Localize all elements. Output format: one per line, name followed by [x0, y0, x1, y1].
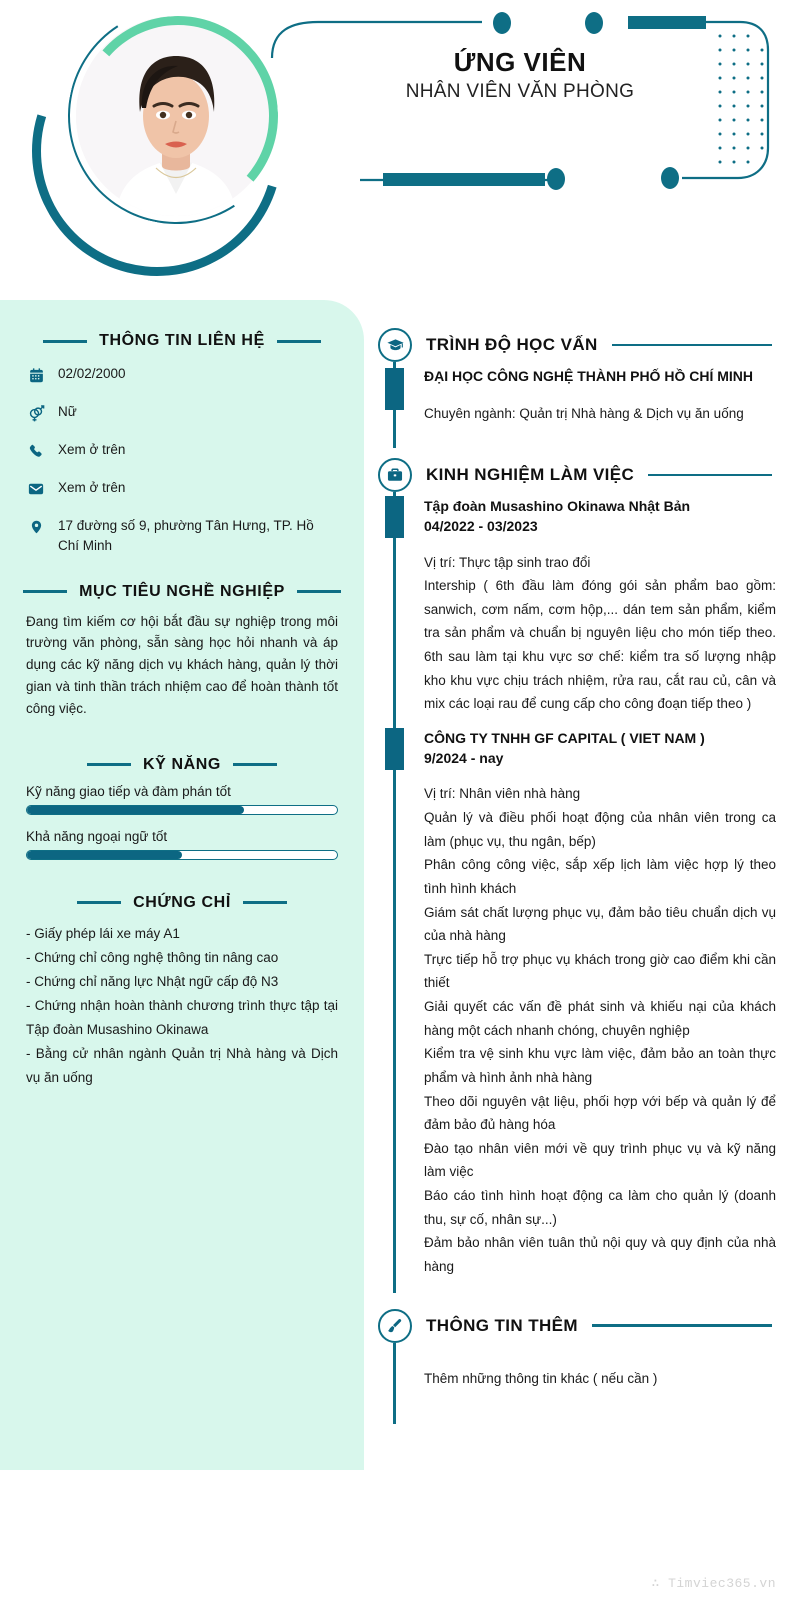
skills-heading-label: KỸ NĂNG [143, 755, 221, 773]
heading-rule [648, 474, 772, 477]
heading-rule-right [243, 901, 287, 904]
skill-label: Kỹ năng giao tiếp và đàm phán tốt [26, 783, 231, 799]
list-item: - Chứng chỉ năng lực Nhật ngữ cấp độ N3 [26, 973, 279, 989]
contact-heading-label: THÔNG TIN LIÊN HỆ [99, 332, 265, 349]
experience-heading [378, 458, 776, 492]
skill-progress-fill [27, 851, 182, 859]
contact-section-heading [26, 332, 338, 350]
skill-progress-track [26, 805, 338, 815]
job-company: CÔNG TY TNHH GF CAPITAL ( VIET NAM ) [424, 729, 705, 746]
email-icon [26, 479, 46, 499]
list-item: - Bằng cử nhân ngành Quản trị Nhà hàng và Dịch vụ ăn uống [26, 1045, 338, 1085]
page-title: ỨNG VIÊN [453, 47, 587, 77]
heading-rule-right [233, 763, 277, 766]
objective-section-heading [26, 583, 338, 601]
job-line: Đảm bảo nhân viên tuân thủ nội quy và quy định của nhà hàng [424, 1235, 776, 1274]
contact-value-gender: Nữ [58, 404, 77, 419]
heading-rule-left [87, 763, 131, 766]
job-description [424, 551, 776, 716]
job-date: 9/2024 - nay [424, 750, 504, 767]
objective-heading-label: MỤC TIÊU NGHỀ NGHIỆP [79, 582, 285, 600]
main-column [376, 300, 800, 1424]
education-timeline [376, 362, 776, 448]
experience-job-1 [376, 492, 776, 724]
additional-text: Thêm những thông tin khác ( nếu cần ) [424, 1370, 658, 1386]
phone-icon [26, 441, 46, 461]
heading-rule-left [23, 590, 67, 593]
skills-section-heading [26, 756, 338, 774]
job-line: Giải quyết các vấn đề phát sinh và khiếu nại của khách hàng một cách nhanh chóng, chuyên nghiệp [424, 999, 776, 1038]
heading-rule-left [43, 340, 87, 343]
education-heading [378, 328, 776, 362]
education-major: Chuyên ngành: Quản trị Nhà hàng & Dịch vụ ăn uống [424, 406, 744, 422]
section-experience [376, 458, 776, 1293]
job-description [424, 782, 776, 1278]
cv-header [0, 0, 800, 300]
certificates-list [26, 922, 338, 1090]
heading-rule [592, 1324, 772, 1327]
skill-progress-fill [27, 806, 244, 814]
contact-item-birthdate [26, 364, 338, 385]
job-line: Đào tạo nhân viên mới về quy trình phục vụ và kỹ năng làm việc [424, 1140, 776, 1180]
cv-body [0, 300, 800, 1605]
job-line: Kiểm tra vệ sinh khu vực làm việc, đảm bảo an toàn thực phẩm và hình ảnh nhà hàng [424, 1046, 776, 1085]
timeline-rail [393, 1343, 396, 1425]
timeline-marker [385, 496, 404, 538]
job-line: Báo cáo tình hình hoạt động ca làm cho quản lý (doanh thu, sự cố, nhân sự...) [424, 1188, 776, 1227]
contact-item-address [26, 516, 338, 557]
timeline-rail [393, 724, 396, 1293]
section-education [376, 328, 776, 448]
skill-progress-track [26, 850, 338, 860]
education-school: ĐẠI HỌC CÔNG NGHỆ THÀNH PHỐ HỒ CHÍ MINH [424, 368, 753, 384]
job-line: Intership ( 6th đầu làm đóng gói sản phẩm bao gồm: sanwich, cơm nấm, cơm hộp,... dán tem sản phẩm, kiểm tra sản phẩm và chuẩn bị nguyên liệu cho món tiếp theo. 6th sau làm tại khu vực sơ chế: kiểm tra số lượng nhập kho khu vực chịu trách nhiệm, rửa rau, cắt rau củ, cân và mix các loại rau để cung cấp cho công đoạn tiếp theo ) [424, 578, 776, 712]
additional-timeline [376, 1343, 776, 1425]
contact-value-phone: Xem ở trên [58, 442, 126, 457]
skill-item [26, 829, 338, 860]
contact-item-gender [26, 402, 338, 423]
certificates-heading-label: CHỨNG CHỈ [133, 893, 231, 911]
heading-rule-right [277, 340, 321, 343]
list-item: - Chứng chỉ công nghệ thông tin nâng cao [26, 949, 279, 965]
job-line: Giám sát chất lượng phục vụ, đảm bảo tiêu chuẩn dịch vụ của nhà hàng [424, 904, 776, 944]
gender-icon [26, 403, 46, 423]
calendar-icon [26, 365, 46, 385]
skill-item [26, 784, 338, 815]
sidebar [0, 300, 364, 1470]
list-item: - Chứng nhận hoàn thành chương trình thực tập tại Tập đoàn Musashino Okinawa [26, 997, 338, 1037]
job-line: Trực tiếp hỗ trợ phục vụ khách trong giờ cao điểm khi cần thiết [424, 951, 776, 991]
experience-heading-label: KINH NGHIỆM LÀM VIỆC [426, 464, 635, 484]
list-item: - Giấy phép lái xe máy A1 [26, 925, 180, 941]
header-decoration [250, 0, 800, 210]
certificates-section-heading [26, 894, 338, 912]
page-subtitle: NHÂN VIÊN VĂN PHÒNG [405, 80, 635, 102]
heading-rule [612, 344, 772, 347]
location-icon [26, 517, 46, 537]
graduation-cap-icon [378, 328, 412, 362]
job-company: Tập đoàn Musashino Okinawa Nhật Bản [424, 497, 691, 514]
avatar [20, 8, 310, 293]
job-line: Quản lý và điều phối hoạt động của nhân viên trong ca làm (phục vụ, thu ngân, bếp) [424, 810, 776, 849]
timeline-marker [385, 368, 404, 410]
contact-item-email[interactable] [26, 478, 338, 499]
job-line: Vị trí: Nhân viên nhà hàng [424, 786, 581, 802]
heading-rule-left [77, 901, 121, 904]
contact-item-phone[interactable] [26, 440, 338, 461]
contact-value-address: 17 đường số 9, phường Tân Hưng, TP. Hồ Chí Minh [58, 518, 314, 554]
watermark: ∴ Timviec365.vn [651, 1576, 776, 1591]
objective-text: Đang tìm kiếm cơ hội bắt đầu sự nghiệp trong môi trường văn phòng, sẵn sàng học hỏi nhanh và áp dụng các kỹ năng dịch vụ khách hàng, quản lý thời gian và tinh thần trách nhiệm cao để hoàn thành tốt công việc. [26, 613, 338, 716]
briefcase-icon [378, 458, 412, 492]
heading-rule-right [297, 590, 341, 593]
section-additional-info [376, 1309, 776, 1425]
additional-heading [378, 1309, 776, 1343]
job-line: Theo dõi nguyên vật liệu, phối hợp với bếp và quản lý để đảm bảo đủ hàng hóa [424, 1093, 776, 1133]
education-heading-label: TRÌNH ĐỘ HỌC VẤN [426, 335, 598, 354]
job-line: Vị trí: Thực tập sinh trao đổi [424, 554, 591, 570]
timeline-marker [385, 728, 404, 770]
contact-value-email: Xem ở trên [58, 480, 126, 495]
contact-list [26, 364, 338, 557]
contact-value-birthdate: 02/02/2000 [58, 366, 126, 381]
job-line: Phân công công việc, sắp xếp lịch làm việc hợp lý theo tình hình khách [424, 857, 776, 896]
header-title-block [330, 48, 710, 103]
brush-icon [378, 1309, 412, 1343]
experience-job-2 [376, 724, 776, 1293]
skill-label: Khả năng ngoại ngữ tốt [26, 828, 168, 844]
additional-heading-label: THÔNG TIN THÊM [426, 1315, 578, 1335]
job-date: 04/2022 - 03/2023 [424, 518, 538, 535]
